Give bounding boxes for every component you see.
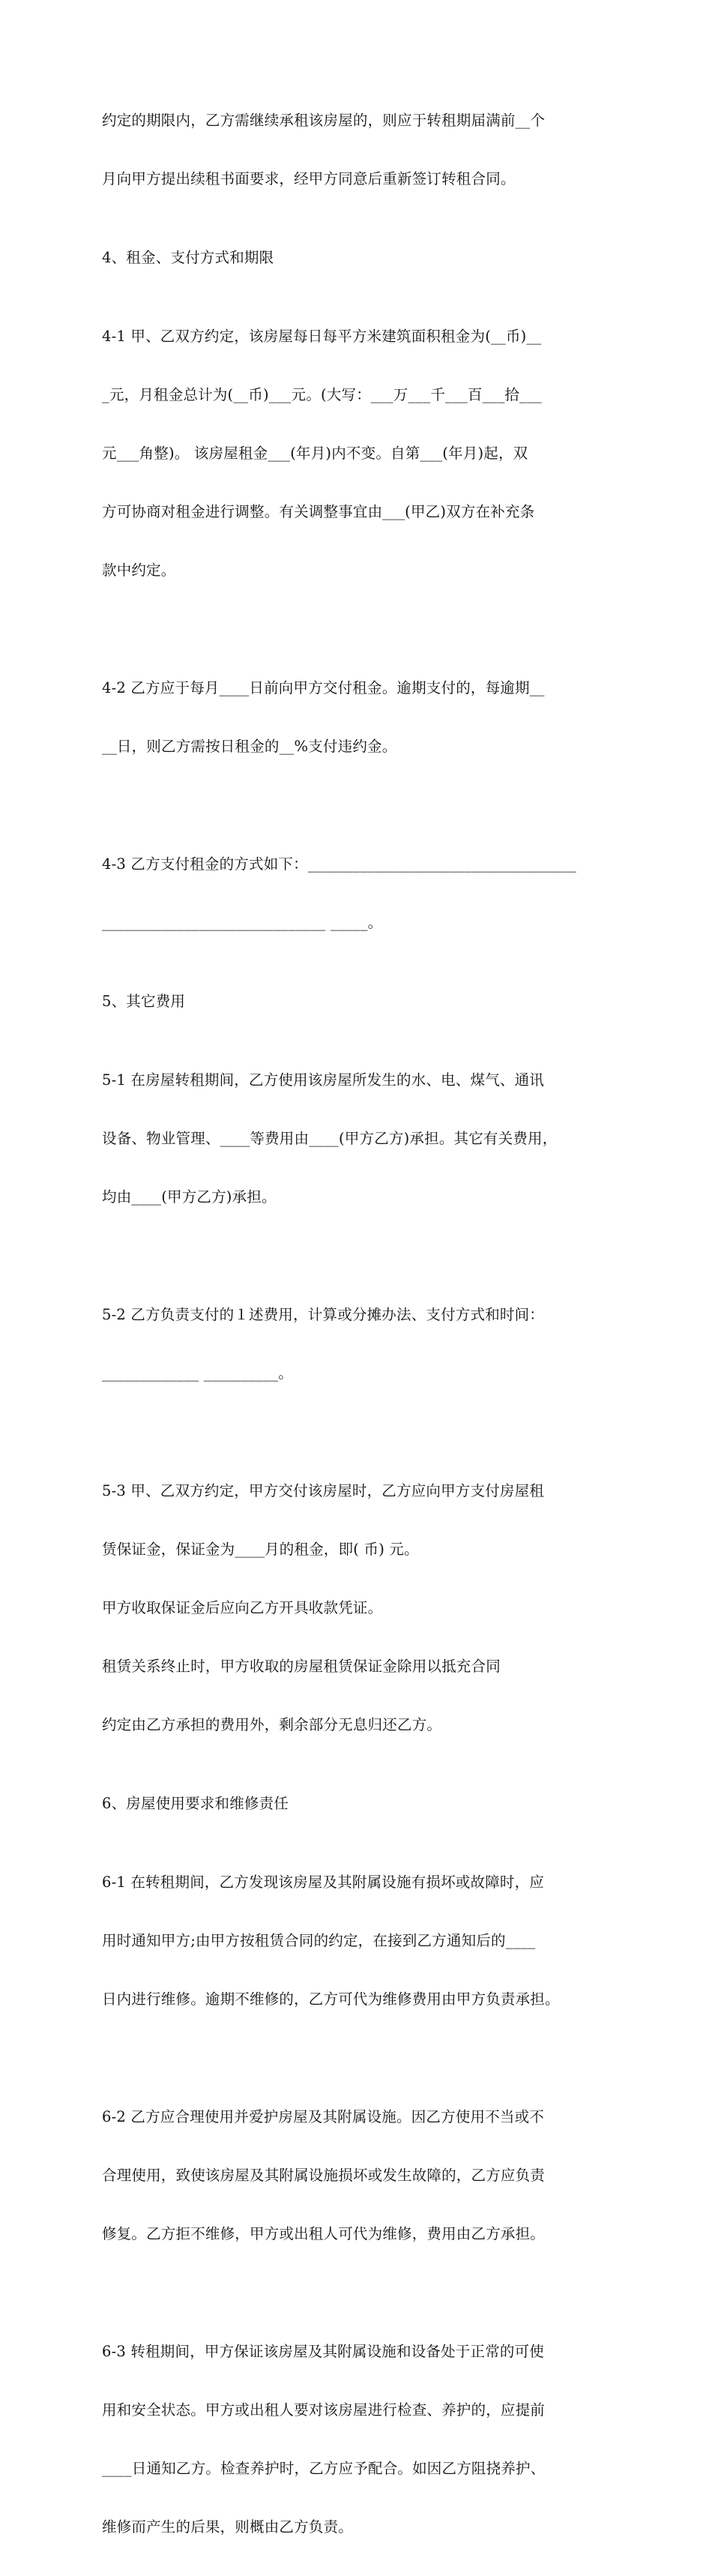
text-line: 6-1 在转租期间，乙方发现该房屋及其附属设施有损坏或故障时，应	[102, 1874, 545, 1891]
text-line: 4-3 乙方支付租金的方式如下：____________________________________	[102, 855, 577, 873]
text-line: 5-1 在房屋转租期间，乙方使用该房屋所发生的水、电、煤气、通讯	[102, 1071, 545, 1089]
text-line: 6-2 乙方应合理使用并爱护房屋及其附属设施。因乙方使用不当或不	[102, 2108, 545, 2125]
text-line: 月向甲方提出续租书面要求，经甲方同意后重新签订转租合同。	[102, 170, 516, 187]
text-line: 修复。乙方拒不维修，甲方或出租人可代为维修，费用由乙方承担。	[102, 2225, 546, 2242]
text-line: 款中约定。	[102, 562, 176, 579]
paragraph-6-2	[102, 2068, 615, 2283]
text-line: 元___角整)。 该房屋租金___(年月)内不变。自第___(年月)起，双	[102, 445, 528, 462]
text-line: 甲方收取保证金后应向乙方开具收款凭证。	[102, 1599, 383, 1616]
section-heading-4: 4、租金、支付方式和期限	[102, 249, 274, 266]
text-line: 4-2 乙方应于每月____日前向甲方交付租金。逾期支付的，每逾期__	[102, 679, 545, 696]
text-line: 方可协商对租金进行调整。有关调整事宜由___(甲乙)双方在补充条	[102, 503, 535, 520]
text-line: _元，月租金总计为(__币)___元。(大写：___万___千___百___拾___	[102, 386, 542, 403]
section-heading-5: 5、其它费用	[102, 993, 186, 1010]
paragraph-4-3	[102, 816, 615, 972]
text-line: 设备、物业管理、____等费用由____(甲方乙方)承担。其它有关费用，	[102, 1130, 558, 1147]
text-line: 租赁关系终止时，甲方收取的房屋租赁保证金除用以抵充合同	[102, 1658, 501, 1675]
text-line: 合理使用，致使该房屋及其附属设施损坏或发生故障的，乙方应负责	[102, 2167, 546, 2184]
text-line: 5-3 甲、乙双方约定，甲方交付该房屋时，乙方应向甲方支付房屋租	[102, 1482, 545, 1499]
text-line: 用时通知甲方;由甲方按租赁合同的约定，在接到乙方通知后的____	[102, 1932, 536, 1949]
text-line: ______________________________ _____。	[102, 914, 383, 931]
paragraph-5-3	[102, 1442, 615, 1774]
text-line: 6-3 转租期间，甲方保证该房屋及其附属设施和设备处于正常的可使	[102, 2343, 545, 2360]
paragraph-6-3	[102, 2303, 615, 2576]
text-line: 维修而产生的后果，则概由乙方负责。	[102, 2518, 353, 2536]
paragraph-5-1	[102, 1032, 615, 1246]
text-line: __日，则乙方需按日租金的__%支付违约金。	[102, 738, 397, 755]
paragraph-4-1	[102, 288, 615, 619]
text-line: _____________ __________。	[102, 1364, 293, 1382]
paragraph-4-2	[102, 640, 615, 795]
paragraph-6-1	[102, 1834, 615, 2048]
paragraph-5-2	[102, 1266, 615, 1422]
text-line: 4-1 甲、乙双方约定，该房屋每日每平方米建筑面积租金为(__币)__	[102, 328, 542, 345]
paragraph-renewal	[102, 72, 615, 228]
text-line: 均由____(甲方乙方)承担。	[102, 1188, 277, 1206]
text-line: 用和安全状态。甲方或出租人要对该房屋进行检查、养护的，应提前	[102, 2401, 546, 2419]
section-heading-6: 6、房屋使用要求和维修责任	[102, 1795, 289, 1812]
text-line: 约定由乙方承担的费用外，剩余部分无息归还乙方。	[102, 1716, 442, 1733]
text-line: 约定的期限内，乙方需继续承租该房屋的，则应于转租期届满前__个	[102, 112, 546, 129]
text-line: ____日通知乙方。检查养护时，乙方应予配合。如因乙方阻挠养护、	[102, 2460, 546, 2477]
text-line: 赁保证金，保证金为____月的租金，即( 币) 元。	[102, 1541, 419, 1558]
text-line: 5-2 乙方负责支付的１述费用，计算或分摊办法、支付方式和时间：	[102, 1306, 545, 1323]
text-line: 日内进行维修。逾期不维修的，乙方可代为维修费用由甲方负责承担。	[102, 1990, 560, 2008]
document-page	[102, 72, 615, 2576]
